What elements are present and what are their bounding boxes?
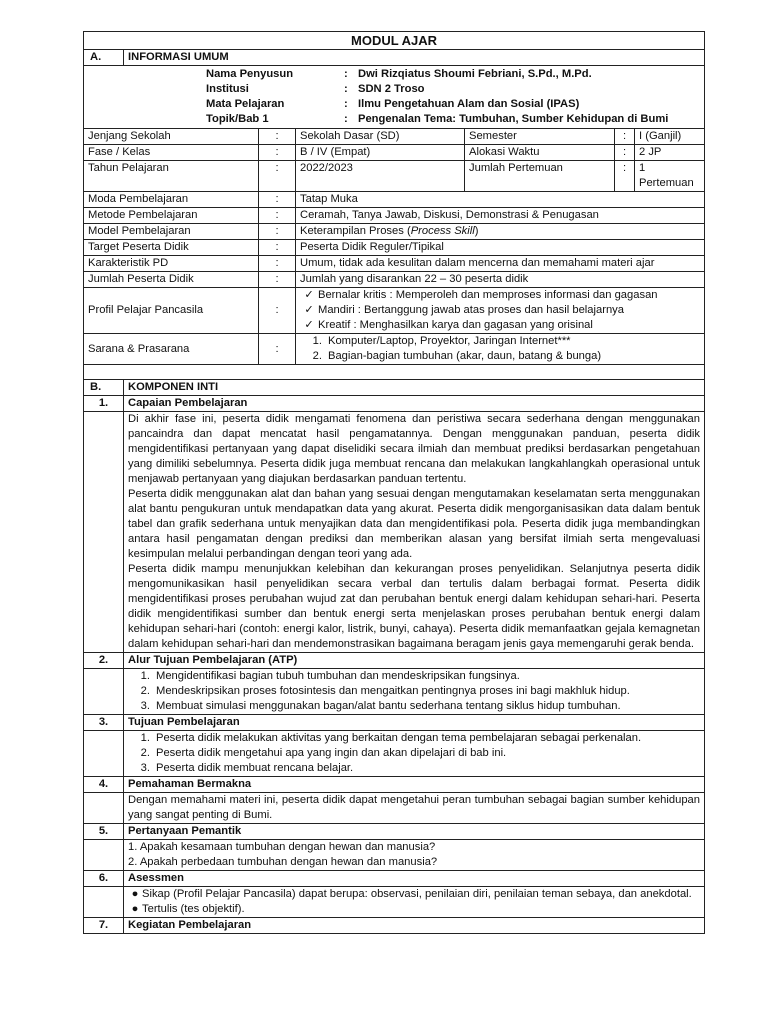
info-value: Keterampilan Proses (Process Skill) (296, 224, 705, 240)
component-title: Pemahaman Bermakna (124, 777, 705, 793)
list-item: ● Sikap (Profil Pelajar Pancasila) dapat berupa: observasi, penilaian diri, penilaian teman sebaya, dan anekdotal. (128, 887, 700, 902)
section-b-title: KOMPONEN INTI (124, 380, 705, 396)
grid-key: Tahun Pelajaran (84, 161, 259, 192)
list-item: ✓ Kreatif : Menghasilkan karya dan gagasan yang orisinal (300, 318, 700, 333)
info-row: Jumlah Peserta Didik : Jumlah yang disarankan 22 – 30 peserta didik (84, 272, 705, 288)
info-row: Target Peserta Didik : Peserta Didik Reguler/Tipikal (84, 240, 705, 256)
identity-value: Pengenalan Tema: Tumbuhan, Sumber Kehidupan di Bumi (358, 113, 669, 125)
paragraph: Peserta didik mampu menunjukkan kelebihan dan kekurangan proses penyelidikan. Selanjutnya peserta didik mengomunikasikan hasil penyelidikan secara verbal dan tertulis dalam berbagai format. Peserta didik mengidentifikasi proses perubahan wujud zat dan perubahan bentuk energi dalam kehidupan sehari-hari. Peserta didik mengidentifikasi sumber dan bentuk energi serta menjelaskan proses perubahan bentuk energi dalam kehidupan sehari-hari (contoh: energi kalor, listrik, bunyi, cahaya). Peserta didik memanfaatkan gejala kemagnetan dalam kehidupan sehari-hari dan mendemonstrasikan bagaimana beragam jenis gaya memengaruhi gerak benda. (128, 563, 701, 650)
empty-cell (84, 731, 124, 777)
component-title: Kegiatan Pembelajaran (124, 918, 705, 934)
atp-list (124, 669, 705, 715)
grid-key: Alokasi Waktu (465, 145, 615, 161)
info-value: Tatap Muka (296, 192, 705, 208)
identity-row: Institusi : SDN 2 Troso (206, 82, 700, 97)
grid-row: Fase / Kelas : B / IV (Empat) Alokasi Waktu : 2 JP (84, 145, 705, 161)
info-row: Moda Pembelajaran : Tatap Muka (84, 192, 705, 208)
list-item: 3. Peserta didik membuat rencana belajar. (140, 762, 354, 774)
component-number: 6. (84, 871, 124, 887)
component-number: 7. (84, 918, 124, 934)
identity-value: SDN 2 Troso (358, 83, 425, 95)
identity-value: Dwi Rizqiatus Shoumi Febriani, S.Pd., M.Pd. (358, 68, 592, 80)
grid-value: 2022/2023 (296, 161, 465, 192)
component-number: 4. (84, 777, 124, 793)
grid-value: B / IV (Empat) (296, 145, 465, 161)
component-title: Capaian Pembelajaran (124, 396, 705, 412)
grid-key: Fase / Kelas (84, 145, 259, 161)
document-page (83, 31, 704, 934)
list-item: 2. Peserta didik mengetahui apa yang ingin dan akan dipelajari di bab ini. (140, 747, 507, 759)
section-b-letter: B. (84, 380, 124, 396)
bullet-icon: ● (131, 888, 139, 900)
grid-value: I (Ganjil) (635, 129, 705, 145)
component-number: 1. (84, 396, 124, 412)
list-item: 2. Apakah perbedaan tumbuhan dengan hewan dan manusia? (128, 856, 438, 868)
checkmark-icon: ✓ (304, 304, 314, 316)
list-item: ● Tertulis (tes objektif). (128, 902, 700, 917)
sarana-row: Sarana & Prasarana : 1. Komputer/Laptop, Proyektor, Jaringan Internet*** 2. Bagian-bagian tumbuhan (akar, daun, batang & bunga) (84, 334, 705, 365)
info-key: Target Peserta Didik (84, 240, 259, 256)
paragraph: Peserta didik menggunakan alat dan bahan yang sesuai dengan mengutamakan keselamatan serta menggunakan alat bantu pengukuran untuk mendapatkan data yang akurat. Peserta didik mengorganisasikan data dalam bentuk tabel dan grafik sederhana untuk menyajikan data dan mengidentifikasi pola. Peserta didik juga membandingkan antara hasil pengamatan dengan prediksi dan memberikan alasan yang bersifat ilmiah serta mengevaluasi kesimpulan melalui perbandingan dengan teori yang ada. (128, 488, 701, 560)
modul-table (83, 31, 705, 934)
sarana-key: Sarana & Prasarana (84, 334, 259, 365)
empty-cell (84, 840, 124, 871)
asesmen-list (124, 887, 705, 918)
grid-row: Jenjang Sekolah : Sekolah Dasar (SD) Semester : I (Ganjil) (84, 129, 705, 145)
grid-value: Sekolah Dasar (SD) (296, 129, 465, 145)
info-value: Peserta Didik Reguler/Tipikal (296, 240, 705, 256)
document-title: MODUL AJAR (84, 32, 705, 50)
paragraph: Di akhir fase ini, peserta didik mengamati fenomena dan peristiwa secara sederhana dengan menggunakan pancaindra dan dapat mencatat hasil pengamatannya. Dengan menggunakan panduan, peserta didik mengidentifikasi pertanyaan yang dapat diselidiki secara ilmiah dan membuat prediksi berdasarkan pengetahuan yang dimiliki sebelumnya. Peserta didik juga membuat rencana dan melakukan langkahlangkah operasional untuk menjawab pertanyaan yang diajukan berdasarkan panduan tertentu. (128, 413, 701, 485)
list-item: 2. Bagian-bagian tumbuhan (akar, daun, batang & bunga) (312, 350, 602, 362)
identity-row: Mata Pelajaran : Ilmu Pengetahuan Alam dan Sosial (IPAS) (206, 97, 700, 112)
identity-row: Nama Penyusun : Dwi Rizqiatus Shoumi Febriani, S.Pd., M.Pd. (206, 67, 700, 82)
identity-key: Nama Penyusun (206, 68, 294, 80)
list-item: 1. Apakah kesamaan tumbuhan dengan hewan dan manusia? (128, 841, 436, 853)
bullet-icon: ● (131, 903, 139, 915)
checkmark-icon: ✓ (304, 319, 314, 331)
identity-value: Ilmu Pengetahuan Alam dan Sosial (IPAS) (358, 98, 580, 110)
component-number: 2. (84, 653, 124, 669)
list-item: 2. Mendeskripsikan proses fotosintesis dan mengaitkan pentingnya proses ini bagi makhluk hidup. (140, 685, 630, 697)
list-item: 1. Peserta didik melakukan aktivitas yang berkaitan dengan tema pembelajaran sebagai perkenalan. (140, 732, 642, 744)
list-item: 1. Komputer/Laptop, Proyektor, Jaringan Internet*** (312, 335, 571, 347)
sarana-list (296, 334, 705, 365)
info-key: Jumlah Peserta Didik (84, 272, 259, 288)
list-item: ✓ Bernalar kritis : Memperoleh dan memproses informasi dan gagasan (300, 288, 700, 303)
checkmark-icon: ✓ (304, 289, 314, 301)
info-value: Umum, tidak ada kesulitan dalam mencerna dan memahami materi ajar (296, 256, 705, 272)
grid-key: Semester (465, 129, 615, 145)
section-a-title: INFORMASI UMUM (124, 50, 705, 66)
pemahaman-text: Dengan memahami materi ini, peserta didik dapat mengetahui peran tumbuhan sebagai bagian sumber kehidupan yang sangat penting di Bumi. (124, 793, 705, 824)
profil-list (296, 288, 705, 334)
info-key: Karakteristik PD (84, 256, 259, 272)
info-value: Jumlah yang disarankan 22 – 30 peserta didik (296, 272, 705, 288)
empty-cell (84, 793, 124, 824)
empty-cell (84, 887, 124, 918)
info-row: Model Pembelajaran : Keterampilan Proses (Process Skill) (84, 224, 705, 240)
grid-row: Tahun Pelajaran : 2022/2023 Jumlah Pertemuan : 1 Pertemuan (84, 161, 705, 192)
section-a-letter: A. (84, 50, 124, 66)
info-value: Ceramah, Tanya Jawab, Diskusi, Demonstrasi & Penugasan (296, 208, 705, 224)
identity-block (84, 66, 705, 129)
identity-key: Mata Pelajaran (206, 98, 285, 110)
profil-row: Profil Pelajar Pancasila : ✓ Bernalar kritis : Memperoleh dan memproses informasi dan gagasan ✓ Mandiri : Bertanggung jawab atas proses dan hasil belajarnya ✓ Kreatif : Menghasilkan karya dan gagasan yang orisinal (84, 288, 705, 334)
empty-cell (84, 412, 124, 653)
list-item: ✓ Mandiri : Bertanggung jawab atas proses dan hasil belajarnya (300, 303, 700, 318)
info-key: Metode Pembelajaran (84, 208, 259, 224)
tp-list (124, 731, 705, 777)
info-row: Metode Pembelajaran : Ceramah, Tanya Jawab, Diskusi, Demonstrasi & Penugasan (84, 208, 705, 224)
grid-value: 2 JP (635, 145, 705, 161)
info-key: Model Pembelajaran (84, 224, 259, 240)
info-row: Karakteristik PD : Umum, tidak ada kesulitan dalam mencerna dan memahami materi ajar (84, 256, 705, 272)
capaian-text (124, 412, 705, 653)
component-title: Asessmen (124, 871, 705, 887)
list-item: 1. Mengidentifikasi bagian tubuh tumbuhan dan mendeskripsikan fungsinya. (140, 670, 520, 682)
grid-value: 1 Pertemuan (635, 161, 705, 192)
component-number: 5. (84, 824, 124, 840)
list-item: 3. Membuat simulasi menggunakan bagan/alat bantu sederhana tentang siklus hidup tumbuhan. (140, 700, 621, 712)
spacer-row (84, 365, 705, 380)
profil-key: Profil Pelajar Pancasila (84, 288, 259, 334)
info-key: Moda Pembelajaran (84, 192, 259, 208)
empty-cell (84, 669, 124, 715)
component-number: 3. (84, 715, 124, 731)
grid-key: Jenjang Sekolah (84, 129, 259, 145)
identity-key: Topik/Bab 1 (206, 113, 269, 125)
identity-row: Topik/Bab 1 : Pengenalan Tema: Tumbuhan, Sumber Kehidupan di Bumi (206, 112, 700, 127)
identity-key: Institusi (206, 83, 249, 95)
component-title: Tujuan Pembelajaran (124, 715, 705, 731)
grid-key: Jumlah Pertemuan (465, 161, 615, 192)
component-title: Alur Tujuan Pembelajaran (ATP) (124, 653, 705, 669)
pertanyaan-list (124, 840, 705, 871)
component-title: Pertanyaan Pemantik (124, 824, 705, 840)
